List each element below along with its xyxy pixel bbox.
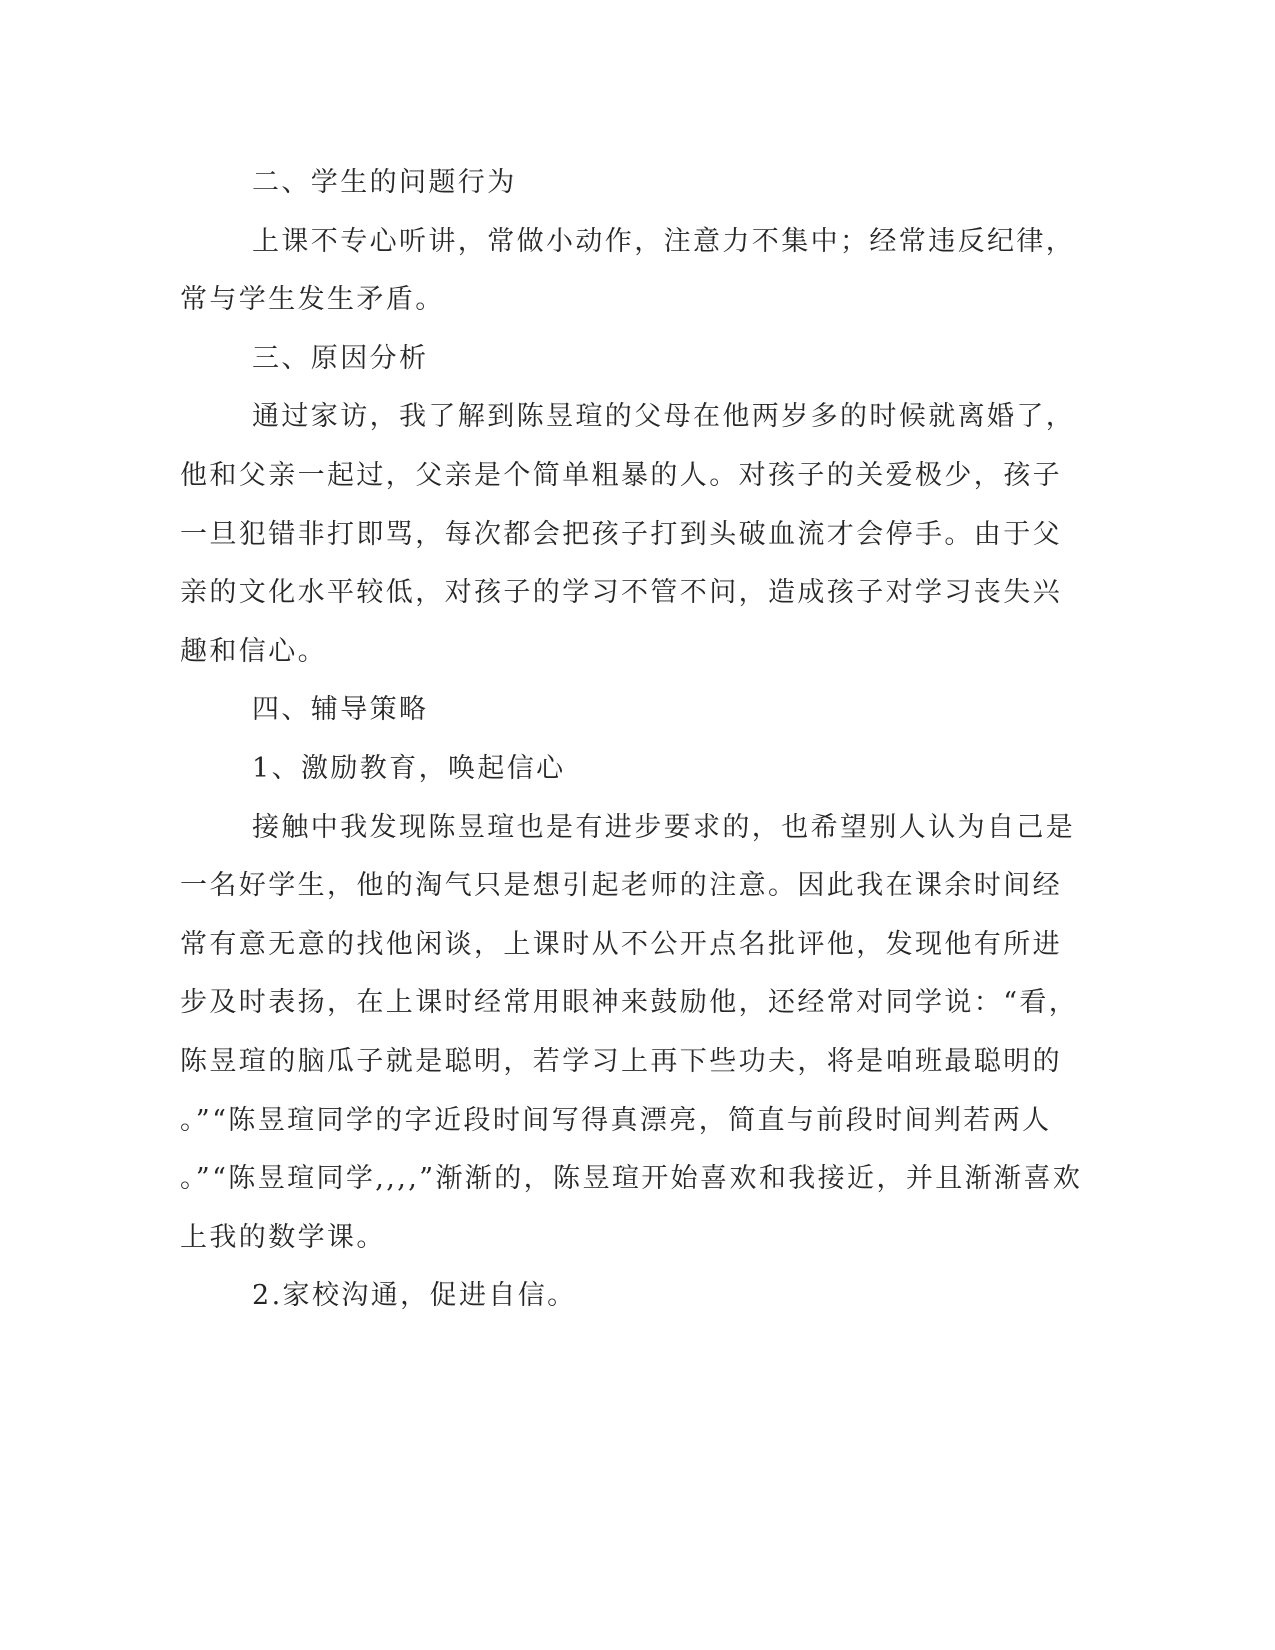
section-heading-counseling-strategy: 四、辅导策略 xyxy=(252,694,429,726)
paragraph-line: 亲的文化水平较低，对孩子的学习不管不问，造成孩子对学习丧失兴 xyxy=(180,577,1062,609)
section-heading-problem-behavior: 二、学生的问题行为 xyxy=(252,167,517,198)
paragraph-line: 常有意无意的找他闲谈，上课时从不公开点名批评他，发现他有所进 xyxy=(180,928,1062,960)
paragraph-line: 陈昱瑄的脑瓜子就是聪明，若学习上再下些功夫，将是咱班最聪明的 xyxy=(180,1045,1062,1077)
paragraph-line: 趣和信心。 xyxy=(180,635,327,667)
paragraph-line: 上我的数学课。 xyxy=(180,1221,386,1253)
paragraph-line: 一旦犯错非打即骂，每次都会把孩子打到头破血流才会停手。由于父 xyxy=(180,518,1062,550)
section-heading-cause-analysis: 三、原因分析 xyxy=(252,342,429,374)
paragraph-line: 。”“陈昱瑄同学的字近段时间写得真漂亮，简直与前段时间判若两人 xyxy=(180,1104,1052,1136)
paragraph-line: 。”“陈昱瑄同学,,,,”渐渐的，陈昱瑄开始喜欢和我接近，并且渐渐喜欢 xyxy=(180,1163,1083,1195)
paragraph-line: 一名好学生，他的淘气只是想引起老师的注意。因此我在课余时间经 xyxy=(180,870,1062,902)
subheading-home-school-communication: 2.家校沟通，促进自信。 xyxy=(252,1280,577,1312)
subheading-encouragement: 1、激励教育，唤起信心 xyxy=(252,752,566,784)
paragraph-line: 步及时表扬，在上课时经常用眼神来鼓励他，还经常对同学说：“看， xyxy=(180,987,1079,1019)
paragraph-line: 常与学生发生矛盾。 xyxy=(180,284,445,316)
document-body xyxy=(180,160,1083,1332)
paragraph-line: 接触中我发现陈昱瑄也是有进步要求的，也希望别人认为自己是 xyxy=(252,811,1076,843)
paragraph-line: 通过家访，我了解到陈昱瑄的父母在他两岁多的时候就离婚了， xyxy=(252,401,1076,433)
paragraph-line: 他和父亲一起过，父亲是个简单粗暴的人。对孩子的关爱极少，孩子 xyxy=(180,459,1062,491)
paragraph-line: 上课不专心听讲，常做小动作，注意力不集中；经常违反纪律， xyxy=(252,225,1076,257)
